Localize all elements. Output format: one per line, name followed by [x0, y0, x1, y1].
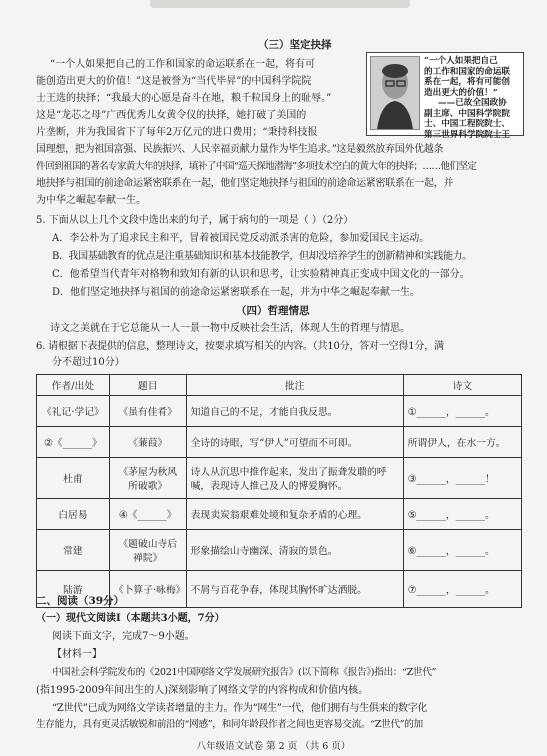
- table-row: [37, 396, 522, 427]
- author-cell: 白居易: [37, 499, 110, 530]
- title-cell: 《茅屋为秋风所破歌》: [109, 458, 186, 499]
- quote-line: 第三世界科学院院士王: [424, 129, 510, 140]
- quote-line: 造出更大的价值！”: [424, 87, 498, 98]
- answer-blank[interactable]: ①______，______。: [403, 396, 521, 427]
- table-row: [37, 458, 522, 499]
- option-d: D．他们坚定地抉择与祖国的前途命运紧密联系在一起，并为中华之崛起奉献一生。: [52, 287, 421, 298]
- title-cell: 《虽有佳肴》: [109, 396, 186, 427]
- scan-edge: [150, 0, 410, 8]
- part2-subtitle: （一）现代文阅读Ⅰ（本题共3小题，7分）: [36, 613, 225, 624]
- column-header: 诗文: [403, 375, 521, 396]
- quote-line: ——已故全国政协: [438, 98, 507, 108]
- table-row: [37, 427, 522, 458]
- option-c: C．他希望当代青年对格物和致知有新的认识和思考，让实验精神真正变成中国文化的一部分。: [52, 269, 470, 280]
- question-5-stem: 5. 下面从以上几个文段中选出来的句子，属于病句的一项是（ ）（2分）: [36, 215, 354, 226]
- note-cell: 知道自己的不足，才能自我反思。: [186, 396, 403, 427]
- part2-title: 二、阅读（39分）: [36, 595, 125, 607]
- paragraph-line: 这是“龙芯之母”广西优秀儿女黄令仪的抉择，她打破了美国的: [36, 110, 307, 121]
- title-cell: 《卜算子·咏梅》: [109, 571, 186, 608]
- quote-line: 副主席、中国科学院院: [424, 108, 510, 119]
- author-cell: 陆游: [37, 571, 110, 608]
- author-cell: 常建: [37, 530, 110, 571]
- quote-text: [424, 56, 519, 140]
- quote-line: 系在一起，将有可能创: [424, 77, 510, 87]
- paragraph-line: 地抉择与祖国的前途命运紧密联系在一起，他们坚定地抉择与祖国的前途命运紧密联系在一起，并: [36, 178, 454, 189]
- answer-blank[interactable]: ④《______》: [109, 499, 186, 530]
- answer-blank[interactable]: ⑤______，______。: [403, 499, 521, 530]
- page-footer: 八年级语文试卷 第 2 页 （共 6 页）: [196, 741, 351, 752]
- table-header-row: [37, 375, 522, 396]
- note-cell: 全诗的诗眼，写“伊人”可望而不可即。: [186, 427, 403, 458]
- answer-blank[interactable]: ③______，______！: [403, 458, 521, 499]
- quote-line: 的工作和国家的命运联: [424, 66, 510, 77]
- paragraph-line: (指1995-2009年间出生的人)深刻影响了网络文学的内容构成和价值内核。: [36, 685, 369, 696]
- option-b: B．我国基础教育的优点是注重基础知识和基本技能教学，但却没培养学生的创新精神和实践能力。: [52, 251, 472, 262]
- paragraph-line: “Z世代”已成为网络文学读者增量的主力。作为“网生”一代，他们拥有与生俱来的数字化: [52, 703, 428, 714]
- option-a: A．李公朴为了追求民主和平，冒着被国民党反动派杀害的危险，参加爱国民主运动。: [52, 233, 430, 244]
- section4-title: （四）哲理情思: [236, 305, 310, 317]
- title-cell: 《题破山寺后禅院》: [109, 530, 186, 571]
- column-header: 作者/出处: [37, 375, 110, 396]
- note-cell: 不屑与百花争春，体现其胸怀旷达洒脱。: [186, 571, 403, 608]
- paragraph-line: 国理想，把为祖国富强、民族振兴、人民幸福贡献力量作为毕生追求。”这是毅然放弃国外优越条: [36, 144, 444, 155]
- poem-cell: 所谓伊人，在水一方。: [403, 427, 521, 458]
- section3-title: （三）坚定抉择: [258, 39, 332, 51]
- paragraph-line: 件回到祖国的著名专家黄大年的抉择，填补了中国“巡天探地潜海”多项技术空白的黄大年的抉择；……他们坚定: [36, 161, 477, 172]
- table-row: [37, 499, 522, 530]
- portrait-image: [370, 56, 420, 130]
- paragraph-line: 士王选的抉择；“我最大的心愿是奋斗在地，粮千粒国身上的耻辱。”: [36, 93, 332, 104]
- column-header: 题目: [109, 375, 186, 396]
- paragraph-line: 能创造出更大的价值！”这是被誉为“当代毕昇”的中国科学院院: [36, 76, 312, 87]
- question-6-stem-cont: 分不超过10分）: [52, 357, 125, 368]
- poetry-table: [36, 374, 522, 608]
- quote-line: “一个人如果把自己: [424, 56, 498, 66]
- answer-blank[interactable]: ⑦______，______。: [403, 571, 521, 608]
- author-cell: 《礼记·学记》: [37, 396, 110, 427]
- reading-instruction: 阅读下面文字，完成7～9小题。: [52, 631, 195, 642]
- question-6-stem: 6. 请根据下表提供的信息，整理诗文，按要求填写相关的内容。（共10分，答对一空得1分，满: [36, 341, 444, 352]
- note-cell: 诗人从沉思中推作起来，发出了振聋发聩的呼喊，表现诗人推己及人的博爱胸怀。: [186, 458, 403, 499]
- section4-intro: 诗文之美就在于它总能从一人一景一物中反映社会生活，体现人生的哲理与情思。: [50, 323, 410, 334]
- paragraph-line: 中国社会科学院发布的《2021中国网络文学发展研究报告》(以下简称《报告》)指出：“Z世代”: [52, 667, 437, 678]
- note-cell: 形象描绘山寺幽深、清寂的景色。: [186, 530, 403, 571]
- paragraph-line: 片垄断，并为我国省下了每年2万亿元的进口费用；“秉持科技报: [36, 127, 318, 138]
- note-cell: 表现卖炭翁艰难处境和复杂矛盾的心理。: [186, 499, 403, 530]
- table-row: [37, 530, 522, 571]
- answer-blank[interactable]: ⑥______，______。: [403, 530, 521, 571]
- title-cell: 《蒹葭》: [109, 427, 186, 458]
- answer-blank[interactable]: ②《______》: [37, 427, 110, 458]
- paragraph-line: 生存能力，具有更灵活敏锐和前沿的“网感”，和同年龄段作者之间也更容易交流。“Z世代”的加: [36, 719, 423, 730]
- material-label: 【材料一】: [52, 649, 102, 660]
- author-cell: 杜甫: [37, 458, 110, 499]
- column-header: 批注: [186, 375, 403, 396]
- paragraph-line: 为中华之崛起奉献一生。: [36, 195, 146, 206]
- paragraph-line: “一个人如果把自己的工作和国家的命运联系在一起，将有可: [50, 59, 316, 70]
- quote-line: 士、中国工程院院士、: [424, 119, 510, 129]
